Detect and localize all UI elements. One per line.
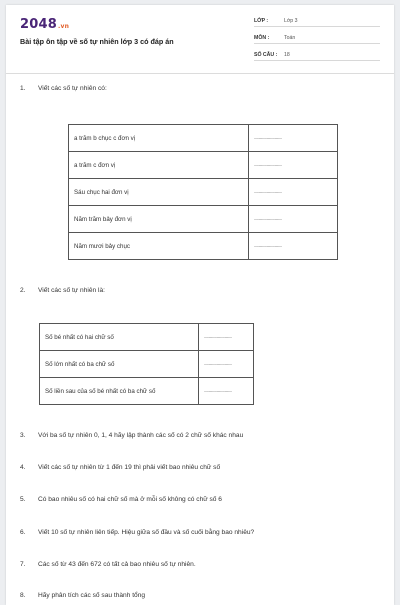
table-row xyxy=(40,324,254,351)
question-number: 1. xyxy=(20,85,26,92)
meta-class xyxy=(254,16,380,27)
question-3 xyxy=(20,432,243,439)
answer-blank[interactable]: ............................... xyxy=(249,233,338,260)
table-question-2 xyxy=(39,323,254,405)
question-8 xyxy=(20,592,145,599)
question-number: 2. xyxy=(20,287,26,294)
table-cell-label: a trăm c đơn vị xyxy=(69,152,249,179)
logo-text: 2048 xyxy=(20,17,57,32)
question-text: Viết 10 số tự nhiên liên tiếp. Hiệu giữa số đầu và số cuối bằng bao nhiêu? xyxy=(38,529,255,536)
meta-key: LỚP : xyxy=(254,18,269,24)
table-cell-label: a trăm b chục c đơn vị xyxy=(69,125,249,152)
table-row xyxy=(40,378,254,405)
table-question-1 xyxy=(68,124,338,260)
logo-suffix: .vn xyxy=(57,23,70,30)
question-text: Hãy phân tích các số sau thành tổng xyxy=(38,592,146,599)
worksheet-page xyxy=(6,5,394,605)
question-text: Các số từ 43 đến 672 có tất cả bao nhiêu số tự nhiên. xyxy=(38,561,196,568)
question-2 xyxy=(20,287,105,294)
table-row xyxy=(69,179,338,206)
question-6 xyxy=(20,529,254,536)
answer-blank[interactable]: ............................... xyxy=(199,324,254,351)
table-row xyxy=(69,206,338,233)
meta-key: MÔN : xyxy=(254,35,270,41)
question-number: 4. xyxy=(20,464,26,471)
meta-value: Toán xyxy=(284,35,296,41)
question-number: 8. xyxy=(20,592,26,599)
question-text: Viết các số tự nhiên từ 1 đến 19 thì phải viết bao nhiêu chữ số xyxy=(38,464,221,471)
table-cell-label: Số lớn nhất có ba chữ số xyxy=(40,351,199,378)
question-5 xyxy=(20,496,222,503)
answer-blank[interactable]: ............................... xyxy=(199,378,254,405)
table-row xyxy=(69,125,338,152)
meta-count xyxy=(254,50,380,61)
table-row xyxy=(69,233,338,260)
document-title: Bài tập ôn tập về số tự nhiên lớp 3 có đáp án xyxy=(20,37,174,46)
meta-subject xyxy=(254,33,380,44)
question-number: 7. xyxy=(20,561,26,568)
question-number: 6. xyxy=(20,529,26,536)
header-divider xyxy=(6,73,394,74)
answer-blank[interactable]: ............................... xyxy=(249,206,338,233)
table-cell-label: Năm trăm bảy đơn vị xyxy=(69,206,249,233)
site-logo[interactable] xyxy=(20,17,69,32)
question-text: Có bao nhiêu số có hai chữ số mà ở mỗi số không có chữ số 6 xyxy=(38,496,222,503)
question-1 xyxy=(20,85,107,92)
question-text: Viết các số tự nhiên có: xyxy=(38,85,107,92)
table-cell-label: Số liền sau của số bé nhất có ba chữ số xyxy=(40,378,199,405)
question-7 xyxy=(20,561,196,568)
question-number: 5. xyxy=(20,496,26,503)
answer-blank[interactable]: ............................... xyxy=(249,152,338,179)
question-4 xyxy=(20,464,220,471)
meta-value: 18 xyxy=(284,52,290,58)
table-row xyxy=(40,351,254,378)
meta-key: SỐ CÂU : xyxy=(254,52,278,58)
answer-blank[interactable]: ............................... xyxy=(199,351,254,378)
meta-panel xyxy=(254,16,380,67)
question-text: Viết các số tự nhiên là: xyxy=(38,287,105,294)
table-cell-label: Sáu chục hai đơn vị xyxy=(69,179,249,206)
meta-value: Lớp 3 xyxy=(284,18,298,24)
question-number: 3. xyxy=(20,432,26,439)
question-text: Với ba số tự nhiên 0, 1, 4 hãy lập thành các số có 2 chữ số khác nhau xyxy=(38,432,244,439)
table-cell-label: Số bé nhất có hai chữ số xyxy=(40,324,199,351)
table-row xyxy=(69,152,338,179)
table-cell-label: Năm mươi bảy chục xyxy=(69,233,249,260)
answer-blank[interactable]: ............................... xyxy=(249,179,338,206)
answer-blank[interactable]: ............................... xyxy=(249,125,338,152)
